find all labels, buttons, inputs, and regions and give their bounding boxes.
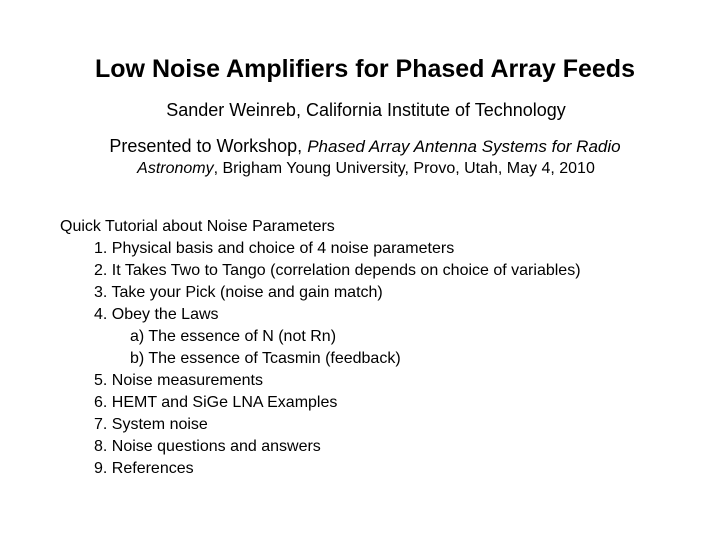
presented-line xyxy=(0,134,720,159)
outline-subitem: b) The essence of Tcasmin (feedback) xyxy=(130,350,401,367)
outline-item: 7. System noise xyxy=(94,416,208,433)
outline-item: 1. Physical basis and choice of 4 noise parameters xyxy=(94,240,455,257)
venue-details: , Brigham Young University, Provo, Utah, May 4, 2010 xyxy=(213,160,595,177)
outline-item: 2. It Takes Two to Tango (correlation depends on choice of variables) xyxy=(94,262,581,279)
outline-item: 8. Noise questions and answers xyxy=(94,438,321,455)
venue-line xyxy=(0,158,720,180)
presented-prefix: Presented to Workshop, xyxy=(109,136,308,156)
outline-list xyxy=(60,238,581,480)
outline-item: 4. Obey the Laws xyxy=(94,306,219,323)
outline-item: 6. HEMT and SiGe LNA Examples xyxy=(94,394,338,411)
outline-item: 3. Take your Pick (noise and gain match) xyxy=(94,284,383,301)
workshop-name-part2: Astronomy xyxy=(137,160,214,177)
outline-heading: Quick Tutorial about Noise Parameters xyxy=(60,218,335,235)
outline-item: 9. References xyxy=(94,460,194,477)
author-line: Sander Weinreb, California Institute of Technology xyxy=(166,100,566,120)
outline xyxy=(60,216,581,480)
workshop-name-part1: Phased Array Antenna Systems for Radio xyxy=(307,137,621,156)
outline-subitem: a) The essence of N (not Rn) xyxy=(130,328,337,345)
slide-title: Low Noise Amplifiers for Phased Array Feeds xyxy=(95,55,635,83)
outline-item: 5. Noise measurements xyxy=(94,372,263,389)
